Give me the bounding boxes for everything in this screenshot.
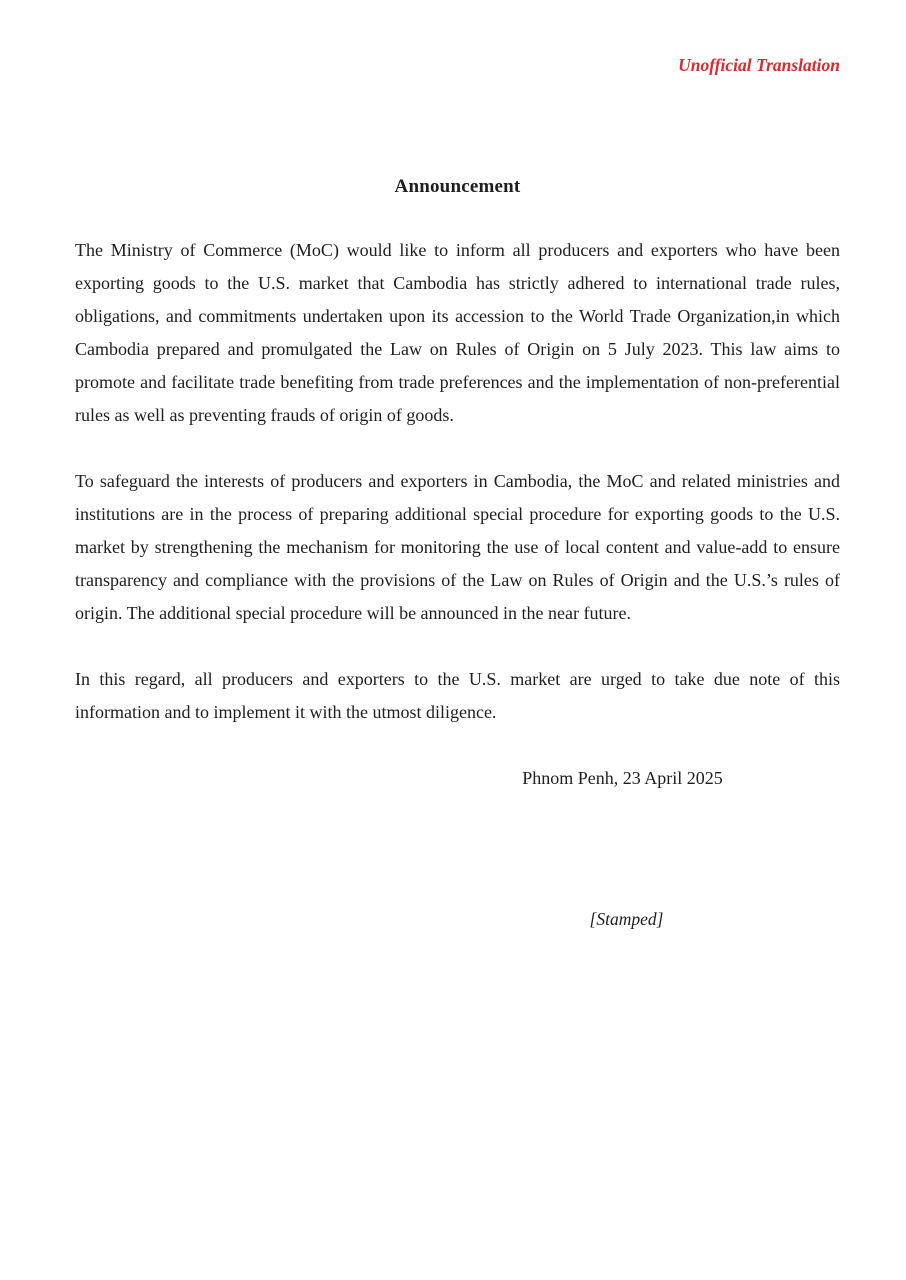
stamp-placeholder-note: [Stamped] <box>589 909 664 929</box>
document-body <box>75 234 840 936</box>
dateline: Phnom Penh, 23 April 2025 <box>522 768 723 788</box>
document-title: Announcement <box>394 176 521 197</box>
body-paragraph-2: To safeguard the interests of producers and exporters in Cambodia, the MoC and related ministries and institutions are in the process of preparing additional special procedure for exporting goods to the U.S. market by strengthening the mechanism for monitoring the use of local content and value-add to ensure transparency and compliance with the provisions of the Law on Rules of Origin and the U.S.’s rules of origin. The additional special procedure will be announced in the near future. <box>75 471 840 623</box>
body-paragraph-3: In this regard, all producers and exporters to the U.S. market are urged to take due note of this information and to implement it with the utmost diligence. <box>75 669 840 722</box>
unofficial-translation-watermark: Unofficial Translation <box>678 55 840 75</box>
body-paragraph-1: The Ministry of Commerce (MoC) would like to inform all producers and exporters who have been exporting goods to the U.S. market that Cambodia has strictly adhered to international trade rules, obligations, and commitments undertaken upon its accession to the World Trade Organization,in which Cambodia prepared and promulgated the Law on Rules of Origin on 5 July 2023. This law aims to promote and facilitate trade benefiting from trade preferences and the implementation of non-preferential rules as well as preventing frauds of origin of goods. <box>75 240 840 425</box>
